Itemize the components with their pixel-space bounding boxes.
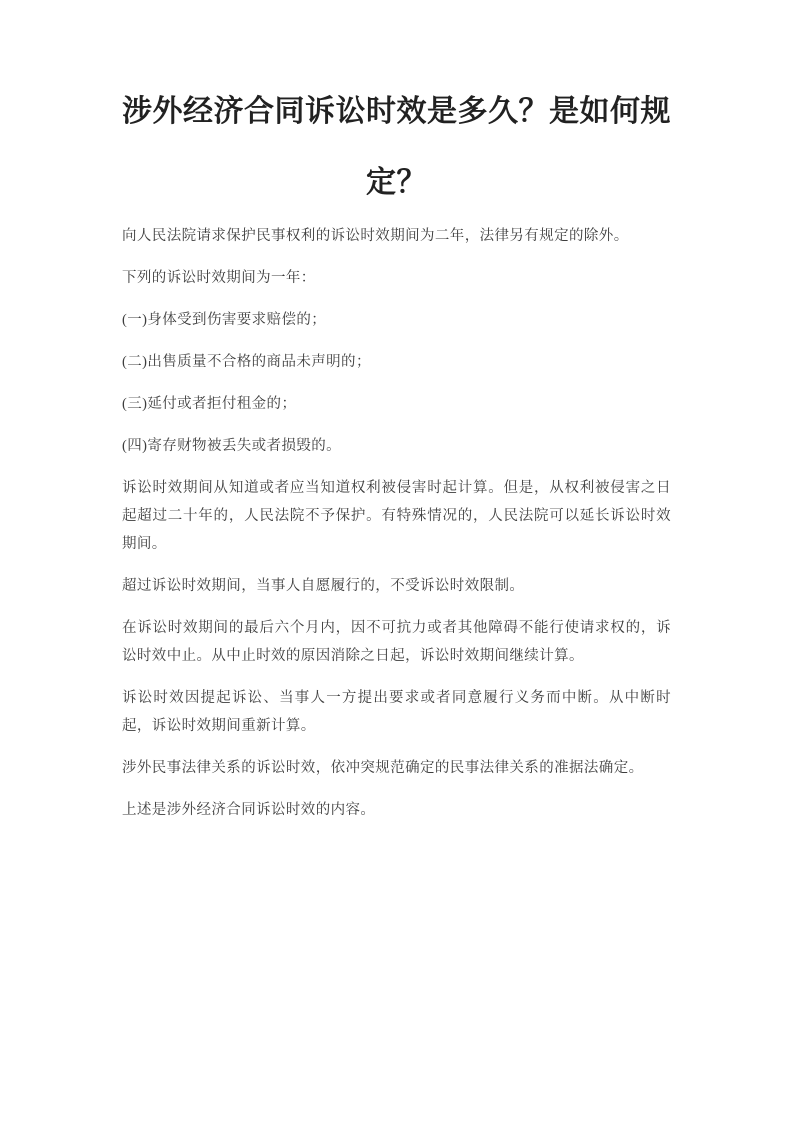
paragraph: 涉外民事法律关系的诉讼时效，依冲突规范确定的民事法律关系的准据法确定。 bbox=[122, 760, 644, 776]
paragraph: 上述是涉外经济合同诉讼时效的内容。 bbox=[122, 802, 376, 818]
page-title: 涉外经济合同诉讼时效是多久？是如何规定？ bbox=[122, 95, 671, 199]
paragraph: 超过诉讼时效期间，当事人自愿履行的，不受诉讼时效限制。 bbox=[122, 578, 525, 594]
paragraph: (四)寄存财物被丢失或者损毁的。 bbox=[122, 438, 342, 454]
paragraph: (二)出售质量不合格的商品未声明的； bbox=[122, 354, 371, 370]
paragraph: 诉讼时效因提起诉讼、当事人一方提出要求或者同意履行义务而中断。从中断时起，诉讼时效期间重新计算。 bbox=[122, 690, 671, 734]
paragraph: 诉讼时效期间从知道或者应当知道权利被侵害时起计算。但是，从权利被侵害之日起超过二十年的，人民法院不予保护。有特殊情况的，人民法院可以延长诉讼时效期间。 bbox=[122, 480, 671, 552]
paragraph: 向人民法院请求保护民事权利的诉讼时效期间为二年，法律另有规定的除外。 bbox=[122, 228, 629, 244]
paragraph: (一)身体受到伤害要求赔偿的； bbox=[122, 312, 327, 328]
paragraph: (三)延付或者拒付租金的； bbox=[122, 396, 297, 412]
paragraph: 在诉讼时效期间的最后六个月内，因不可抗力或者其他障碍不能行使请求权的，诉讼时效中止。从中止时效的原因消除之日起，诉讼时效期间继续计算。 bbox=[122, 620, 671, 664]
article-body bbox=[122, 222, 671, 824]
paragraph: 下列的诉讼时效期间为一年： bbox=[122, 270, 316, 286]
